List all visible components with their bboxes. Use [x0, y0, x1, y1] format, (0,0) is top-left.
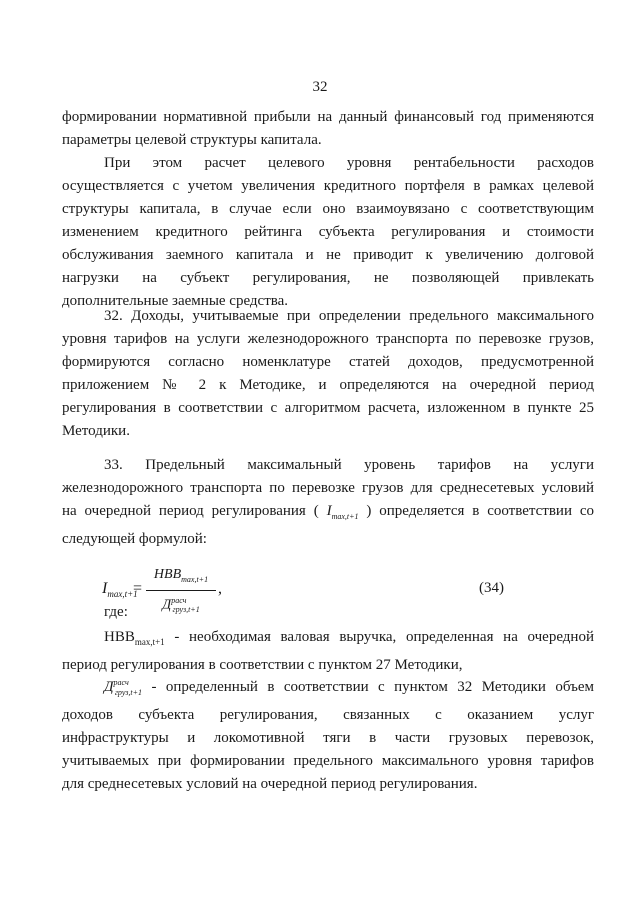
text-fragment: ) определяется в соответствии со — [358, 503, 594, 519]
where-label-block — [62, 601, 594, 624]
text-line: При этом расчет целевого уровня рентабельности расходов — [104, 155, 594, 171]
text-line — [62, 671, 594, 704]
text-line: изменением кредитного рейтинга субъекта регулирования и стоимости — [62, 224, 594, 240]
where-label: где: — [104, 604, 128, 620]
text-line: для среднесетевых условий на очередной период регулирования. — [62, 776, 478, 792]
paragraph-item-33 — [62, 454, 594, 551]
page-number: 32 — [312, 79, 328, 95]
text-line: инфраструктуры и локомотивной тяги в части грузовых перевозок, — [62, 730, 594, 746]
text-line: параметры целевой структуры капитала. — [62, 132, 322, 148]
text-line: период регулирования в соответствии с пунктом 27 Методики, — [62, 657, 463, 673]
text-line: структуры капитала, в случае если оно взаимоувязано с соответствующим — [62, 201, 594, 217]
text-line: осуществляется с учетом увеличения кредитного портфеля в рамках целевой — [62, 178, 594, 194]
text-line: формировании нормативной прибыли на данный финансовый год применяются — [62, 109, 594, 125]
definition-revenue — [62, 671, 594, 796]
paragraph-item-32 — [62, 305, 594, 443]
text-line: нагрузки на субъект регулирования, не позволяющей привлекать — [62, 270, 594, 286]
text-line: учитываемых при формировании предельного максимального уровня тарифов — [62, 753, 594, 769]
formula-denominator: $Д^{расч}_{груз,t+1}$ — [162, 595, 200, 615]
formula-equals: = — [133, 580, 143, 597]
text-line: 32. Доходы, учитываемые при определении предельного максимального — [104, 308, 594, 324]
paragraph-target-profitability — [62, 152, 594, 313]
text-line: 33. Предельный максимальный уровень тарифов на услуги — [104, 457, 594, 473]
definition-hvv — [62, 626, 594, 677]
definition-symbol: $Д^{расч}_{груз,t+1}$ — [104, 678, 143, 697]
text-line: обслуживания заемного капитала и не приводит к увеличению долговой — [62, 247, 594, 263]
text-fragment: на очередной период регулирования ( — [62, 503, 327, 519]
text-fragment: - необходимая валовая выручка, определенная на очередной — [164, 629, 594, 645]
definition-symbol: $НВВ_{max,t+1}$ — [104, 629, 165, 647]
text-line: железнодорожного транспорта по перевозке грузов для среднесетевых условий — [62, 480, 594, 496]
text-line: формируются согласно номенклатуре статей доходов, предусмотренной — [62, 354, 594, 370]
text-line: регулирования в соответствии с алгоритмом расчета, изложенном в пункте 25 — [62, 400, 594, 416]
formula-number: (34) — [479, 580, 504, 596]
text-line: приложением № 2 к Методике, и определяются на очередной период — [62, 377, 594, 393]
text-fragment: - определенный в соответствии с пунктом 32 Методики объем — [142, 679, 594, 695]
inline-symbol: $I_{max,t+1}$ — [326, 503, 359, 521]
text-line: дополнительные заемные средства. — [62, 293, 289, 309]
text-line: доходов субъекта регулирования, связанных с оказанием услуг — [62, 707, 594, 723]
formula-comma: , — [218, 580, 222, 597]
text-line: Методики. — [62, 423, 130, 439]
text-line — [62, 626, 594, 654]
text-line: следующей формулой: — [62, 531, 207, 547]
text-line: уровня тарифов на услуги железнодорожного транспорта по перевозке грузов, — [62, 331, 594, 347]
text-line — [62, 500, 594, 528]
formula-lhs: $I_{max,t+1}$ — [102, 580, 138, 600]
paragraph-continuation — [62, 106, 594, 152]
formula-numerator: $НВВ_{max,t+1}$ — [146, 566, 216, 591]
